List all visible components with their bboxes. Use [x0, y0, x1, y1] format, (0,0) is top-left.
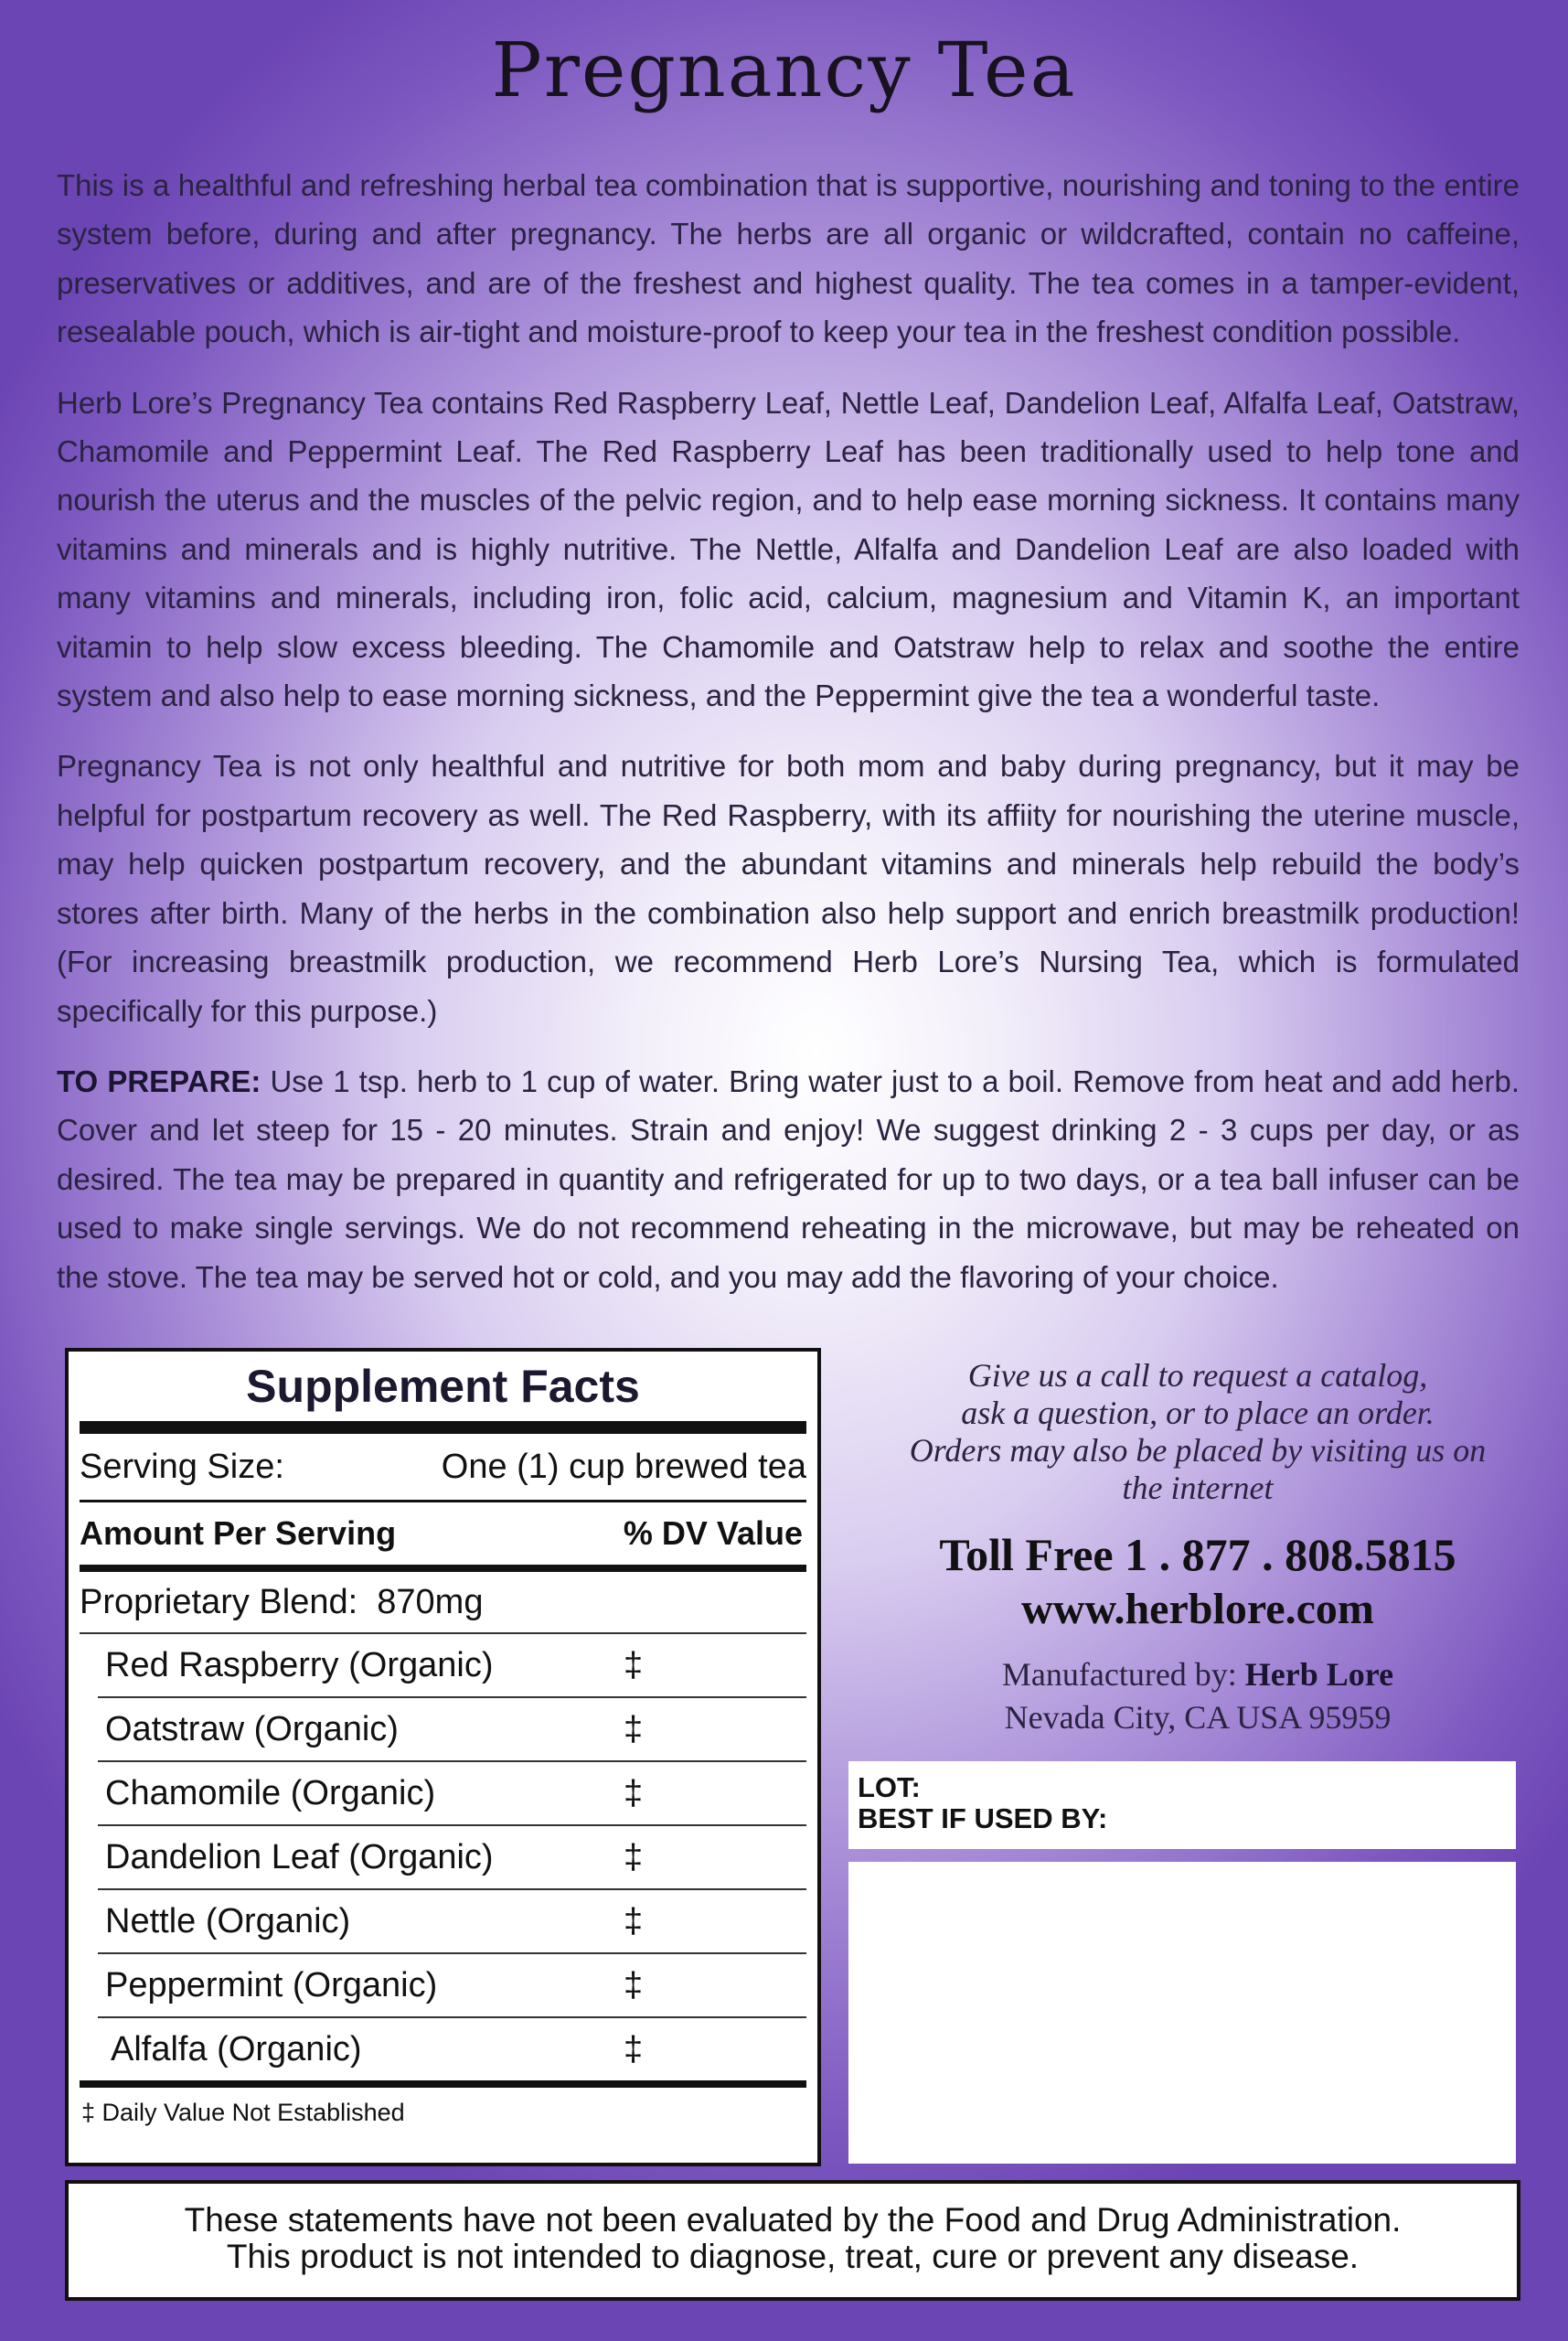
- serving-size-value: One (1) cup brewed tea: [441, 1447, 806, 1486]
- contact-line-4: the internet: [1122, 1470, 1274, 1506]
- ingredient-row: [80, 1890, 806, 1952]
- facts-divider: [80, 2080, 806, 2088]
- ingredient-row: [80, 1634, 806, 1696]
- disclaimer-line-2: This product is not intended to diagnose, treat, cure or prevent any disease.: [226, 2238, 1360, 2275]
- lot-box: [848, 1761, 1516, 1849]
- ingredient-dv: ‡: [624, 1901, 644, 1940]
- manufacturer-name: Herb Lore: [1244, 1656, 1394, 1693]
- ingredient-dv: ‡: [624, 1709, 644, 1748]
- ingredient-row: [80, 2018, 806, 2080]
- lot-label: LOT:: [858, 1771, 921, 1803]
- supplement-facts-panel: [65, 1348, 821, 2166]
- ingredient-row: [80, 1698, 806, 1760]
- contact-line-1: Give us a call to request a catalog,: [967, 1357, 1428, 1394]
- blend-label: Proprietary Blend:: [80, 1582, 358, 1621]
- website-url: www.herblore.com: [1021, 1585, 1374, 1633]
- facts-title: Supplement Facts: [246, 1361, 640, 1412]
- description-text: [57, 161, 1520, 1323]
- page-title: Pregnancy Tea: [491, 27, 1077, 114]
- prepare-paragraph: [57, 1057, 1520, 1301]
- postpartum-paragraph: Pregnancy Tea is not only healthful and nutritive for both mom and baby during pregnancy, but it may be helpful for postpartum recovery as well. The Red Raspberry, with its affiity for nourishing the uterine muscle, may help quicken postpartum recovery, and the abundant vitamins and minerals help rebuild the body’s stores after birth. Many of the herbs in the combination also help support and enrich breastmilk production! (For increasing breastmilk production, we recommend Herb Lore’s Nursing Tea, which is formulated specifically for this purpose.): [57, 749, 1520, 1028]
- manufacturer-address: Nevada City, CA USA 95959: [1004, 1699, 1392, 1736]
- serving-size-label: Serving Size:: [80, 1447, 284, 1486]
- ingredient-row: [80, 1826, 806, 1888]
- facts-divider: [80, 1421, 806, 1434]
- blend-text: [80, 1583, 483, 1622]
- disclaimer-line-1: These statements have not been evaluated by the Food and Drug Administration.: [184, 2201, 1402, 2239]
- blend-value: 870mg: [377, 1582, 484, 1621]
- best-by-label: BEST IF USED BY:: [858, 1802, 1108, 1834]
- manufacturer-label: Manufactured by:: [1001, 1656, 1237, 1693]
- amount-per-serving-label: Amount Per Serving: [80, 1514, 397, 1552]
- ingredient-name: Oatstraw (Organic): [105, 1709, 399, 1748]
- serving-size-row: [80, 1434, 806, 1500]
- ingredient-dv: ‡: [624, 2029, 644, 2068]
- ingredient-name: Dandelion Leaf (Organic): [105, 1837, 494, 1876]
- prepare-text: Use 1 tsp. herb to 1 cup of water. Bring water just to a boil. Remove from heat and add herb. Cover and let steep for 15 - 20 minutes. Strain and enjoy! We suggest drinking 2 - 3 cups per day, or as desired. The tea may be prepared in quantity and refrigerated for up to two days, or a tea ball infuser can be used to make single servings. We do not recommend reheating in the microwave, but may be reheated on the stove. The tea may be served hot or cold, and you may add the flavoring of your choice.: [57, 1064, 1520, 1294]
- facts-divider: [80, 1565, 806, 1572]
- contact-line-3: Orders may also be placed by visiting us on: [909, 1432, 1487, 1469]
- dv-value-label: % DV Value: [623, 1514, 803, 1552]
- ingredient-dv: ‡: [624, 1773, 644, 1812]
- amount-header-row: [80, 1502, 806, 1565]
- ingredient-name: Red Raspberry (Organic): [105, 1645, 494, 1684]
- contact-info: [850, 1357, 1545, 1739]
- fda-disclaimer: [65, 2180, 1520, 2301]
- intro-paragraph: This is a healthful and refreshing herbal tea combination that is supportive, nourishing and toning to the entire system before, during and after pregnancy. The herbs are all organic or wildcrafted, contain no caffeine, preservatives or additives, and are of the freshest and highest quality. The tea comes in a tamper-evident, resealable pouch, which is air-tight and moisture-proof to keep your tea in the freshest condition possible.: [57, 168, 1520, 349]
- label-blank-area: [848, 1862, 1516, 2164]
- manufacturer-line: [850, 1653, 1545, 1696]
- ingredient-dv: ‡: [624, 1837, 644, 1876]
- contact-line-2: ask a question, or to place an order.: [961, 1395, 1435, 1431]
- ingredient-row: [80, 1762, 806, 1824]
- facts-footnote: ‡ Daily Value Not Established: [81, 2099, 405, 2126]
- ingredient-name: Alfalfa (Organic): [111, 2029, 362, 2068]
- ingredients-paragraph: Herb Lore’s Pregnancy Tea contains Red Raspberry Leaf, Nettle Leaf, Dandelion Leaf, Alfalfa Leaf, Oatstraw, Chamomile and Peppermint Leaf. The Red Raspberry Leaf has been traditionally used to help tone and nourish the uterus and the muscles of the pelvic region, and to help ease morning sickness. It contains many vitamins and minerals and is highly nutritive. The Nettle, Alfalfa and Dandelion Leaf are also loaded with many vitamins and minerals, including iron, folic acid, calcium, magnesium and Vitamin K, an important vitamin to help slow excess bleeding. The Chamomile and Oatstraw help to relax and soothe the entire system and also help to ease morning sickness, and the Peppermint give the tea a wonderful taste.: [57, 385, 1520, 713]
- toll-free-phone: Toll Free 1 . 877 . 808.5815: [939, 1529, 1456, 1580]
- manufacturer-info: [850, 1653, 1545, 1739]
- ingredient-name: Peppermint (Organic): [105, 1965, 438, 2004]
- ingredient-dv: ‡: [624, 1965, 644, 2004]
- ingredient-row: [80, 1954, 806, 2016]
- proprietary-blend-row: [80, 1572, 806, 1632]
- ingredient-dv: ‡: [624, 1645, 644, 1684]
- ingredient-name: Nettle (Organic): [105, 1901, 351, 1940]
- ingredient-name: Chamomile (Organic): [105, 1773, 436, 1812]
- prepare-label: TO PREPARE:: [57, 1064, 261, 1098]
